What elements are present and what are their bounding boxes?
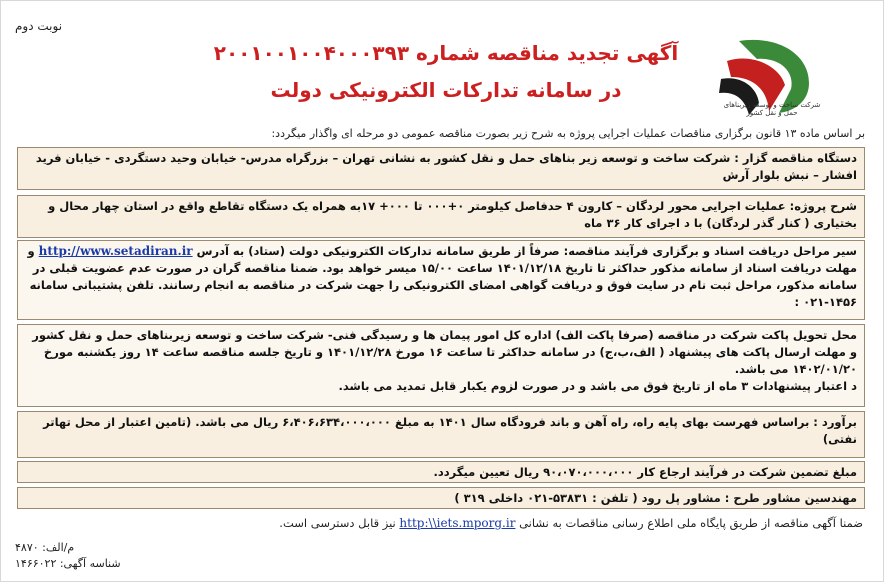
process-section — [17, 240, 865, 320]
footer-note — [151, 516, 863, 530]
round-label: نوبت دوم — [15, 19, 63, 33]
project-section — [17, 195, 865, 238]
logo-caption: شرکت ساخت و توسعه زیربناهای حمل و نقل کشور — [723, 101, 821, 117]
intro-text: بر اساس ماده ۱۳ قانون برگزاری مناقصات عملیات اجرایی پروژه به شرح زیر بصورت مناقصه عمومی دو مرحله ای واگذار میگردد: — [271, 127, 865, 140]
organizer-section — [17, 147, 865, 190]
process-text-continued: و مهلت دریافت اسناد از سامانه مذکور حداکثر تا تاریخ ۱۴۰۱/۱۲/۱۸ ساعت ۱۵/۰۰ میسر خواهد بود. ضمنا مناقصه گران در صورت عدم عضویت قبلی در سامانه مذکور، مراحل ثبت نام در سایت فوق و دریافت گواهی امضای الکترونیکی را جهت شرکت در مناقصه به انجام رسانند. تلفن پشتیبانی سامانه ۱۴۵۶-۰۲۱ : — [27, 244, 857, 309]
delivery-text: محل تحویل پاکت شرکت در مناقصه (صرفا پاکت الف) اداره کل امور پیمان ها و رسیدگی فنی- شرکت ساخت و توسعه زیربناهای حمل و نقل کشور و مهلت ارسال پاکت های پیشنهاد ( الف،ب،ج) در سامانه حداکثر تا ساعت ۱۶ مورخ ۱۴۰۱/۱۲/۲۸ و تاریخ جلسه مناقصه ساعت ۱۴ روز یکشنبه مورخ ۱۴۰۲/۰۱/۲۰ می باشد. — [32, 328, 857, 376]
validity-text: د اعتبار پیشنهادات ۳ ماه از تاریخ فوق می باشد و در صورت لزوم یکبار قابل تمدید می باشد. — [338, 379, 857, 393]
project-text: شرح پروژه: عملیات اجرایی محور لردگان – کارون ۴ حدفاصل کیلومتر ۰+۰۰۰ تا ۰۰۰+ ۱۷به همراه یک دستگاه تقاطع واقع در استان چهار محال و بختیاری ( کنار گذر لردگان) با د اجرای کار ۳۶ ماه — [48, 199, 857, 230]
organizer-text: دستگاه مناقصه گزار : شرکت ساخت و توسعه زیر بناهای حمل و نقل کشور به نشانی تهران – بزرگراه مدرس- خیابان وحید دستگردی - خیابان فرید افشار – نبش بلوار آرش — [35, 151, 857, 182]
guarantee-section — [17, 461, 865, 483]
consultant-text: مهندسین مشاور طرح : مشاور پل رود ( تلفن : ۵۳۸۳۱-۰۲۱ داخلی ۳۱۹ ) — [454, 491, 857, 505]
process-text: سیر مراحل دریافت اسناد و برگزاری فرآیند مناقصه: صرفاً از طریق سامانه تدارکات الکترونیکی دولت (ستاد) به آدرس — [196, 244, 857, 258]
notice-subtitle: در سامانه تدارکات الکترونیکی دولت — [270, 78, 622, 102]
consultant-section — [17, 487, 865, 509]
estimate-section — [17, 411, 865, 458]
notice-title: آگهی تجدید مناقصه شماره ۲۰۰۱۰۰۱۰۰۴۰۰۰۳۹۳ — [213, 41, 679, 65]
ad-code: م/الف: ۴۸۷۰ — [15, 541, 75, 554]
delivery-section — [17, 324, 865, 407]
ad-id: شناسه آگهی: ۱۴۶۶۰۲۲ — [15, 557, 121, 570]
setad-link[interactable]: http://www.setadiran.ir — [38, 244, 193, 258]
iets-link[interactable]: http:\\iets.mporg.ir — [399, 516, 516, 530]
footer-text: ضمنا آگهی مناقصه از طریق پایگاه ملی اطلاع رسانی مناقصات به نشانی — [519, 516, 863, 530]
footer-text-end: نیز قابل دسترسی است. — [279, 516, 396, 530]
estimate-text: برآورد : براساس فهرست بهای پایه راه، راه آهن و باند فرودگاه سال ۱۴۰۱ به مبلغ ۶،۴۰۶،۶۳۴،۰۰۰،۰۰۰ ریال می باشد. (تامین اعتبار از محل تهاتر نفتی) — [43, 415, 857, 446]
guarantee-text: مبلغ تضمین شرکت در فرآیند ارجاع کار ۹۰،۰۷۰،۰۰۰،۰۰۰ ریال تعیین میگردد. — [433, 465, 857, 479]
